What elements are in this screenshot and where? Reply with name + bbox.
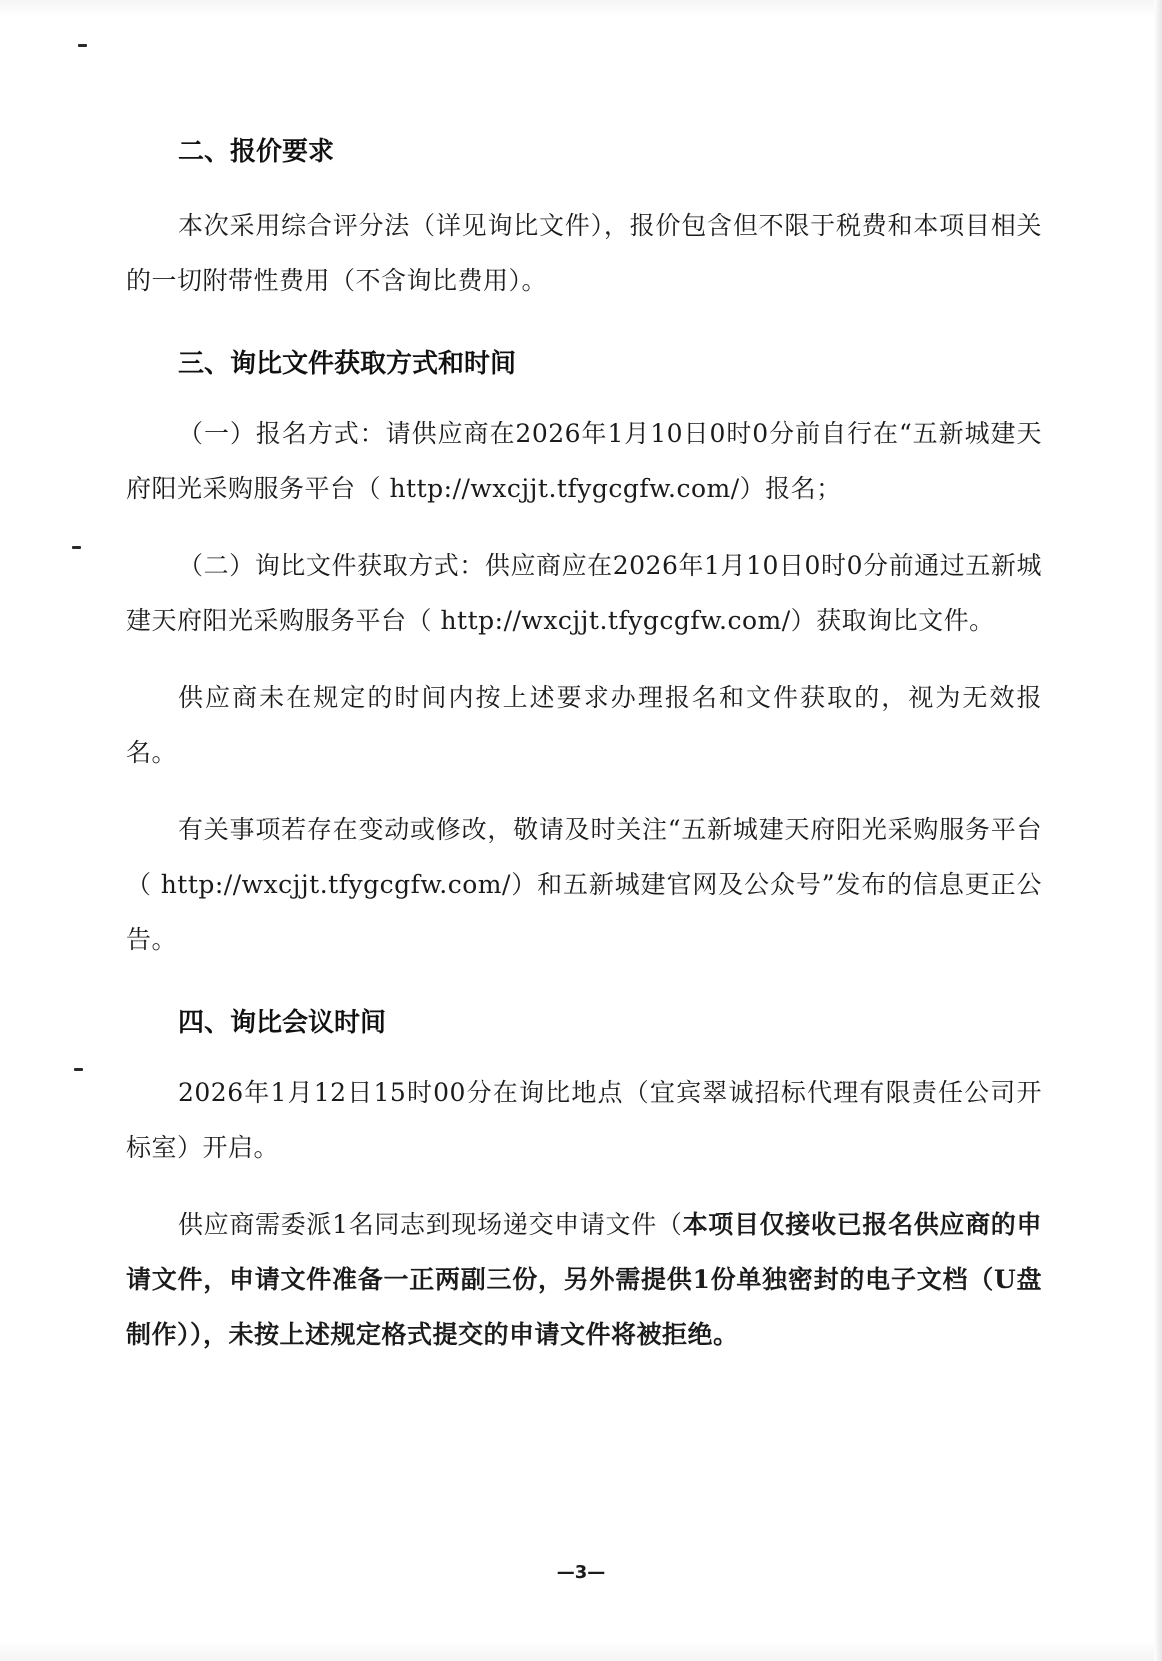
document-body (126, 132, 1042, 1362)
paragraph-document-acquisition-method: （二）询比文件获取方式：供应商应在2026年1月10日0时0分前通过五新城建天府阳光采购服务平台（ http://wxcjjt.tfygcgfw.com/）获取询比文件。 (126, 551, 1042, 635)
paragraph-change-notice: 有关事项若存在变动或修改，敬请及时关注“五新城建天府阳光采购服务平台（ http://wxcjjt.tfygcgfw.com/）和五新城建官网及公众号”发布的信息更正公告。 (126, 815, 1042, 954)
section-heading-document-acquisition: 三、询比文件获取方式和时间 (178, 349, 517, 379)
section-heading-quote-requirements: 二、报价要求 (178, 137, 335, 167)
binding-mark (78, 44, 87, 47)
submission-text: 供应商需委派1名同志到现场递交申请文件（ (178, 1210, 683, 1239)
paragraph-meeting-time: 2026年1月12日15时00分在询比地点（宜宾翠诚招标代理有限责任公司开标室）开启。 (126, 1078, 1042, 1162)
binding-mark (74, 1068, 83, 1071)
paragraph-invalid-registration: 供应商未在规定的时间内按上述要求办理报名和文件获取的，视为无效报名。 (126, 683, 1042, 767)
submission-emphasis: 本项目仅接收已报名供应商的申请文件，申请文件准备一正两副三份，另外需提供1份单独密封的电子文档（U盘制作）），未按上述规定格式提交的申请文件将被拒绝。 (126, 1210, 1042, 1349)
paragraph-quote-method: 本次采用综合评分法（详见询比文件），报价包含但不限于税费和本项目相关的一切附带性费用（不含询比费用）。 (126, 211, 1042, 295)
binding-mark (72, 546, 81, 549)
paragraph-registration-method: （一）报名方式：请供应商在2026年1月10日0时0分前自行在“五新城建天府阳光采购服务平台（ http://wxcjjt.tfygcgfw.com/）报名； (126, 419, 1042, 503)
page-number: —3— (556, 1562, 606, 1583)
page-edge-shadow (1154, 0, 1162, 1661)
section-heading-meeting-time: 四、询比会议时间 (178, 1008, 387, 1038)
paragraph-submission-requirements (126, 1197, 1042, 1362)
